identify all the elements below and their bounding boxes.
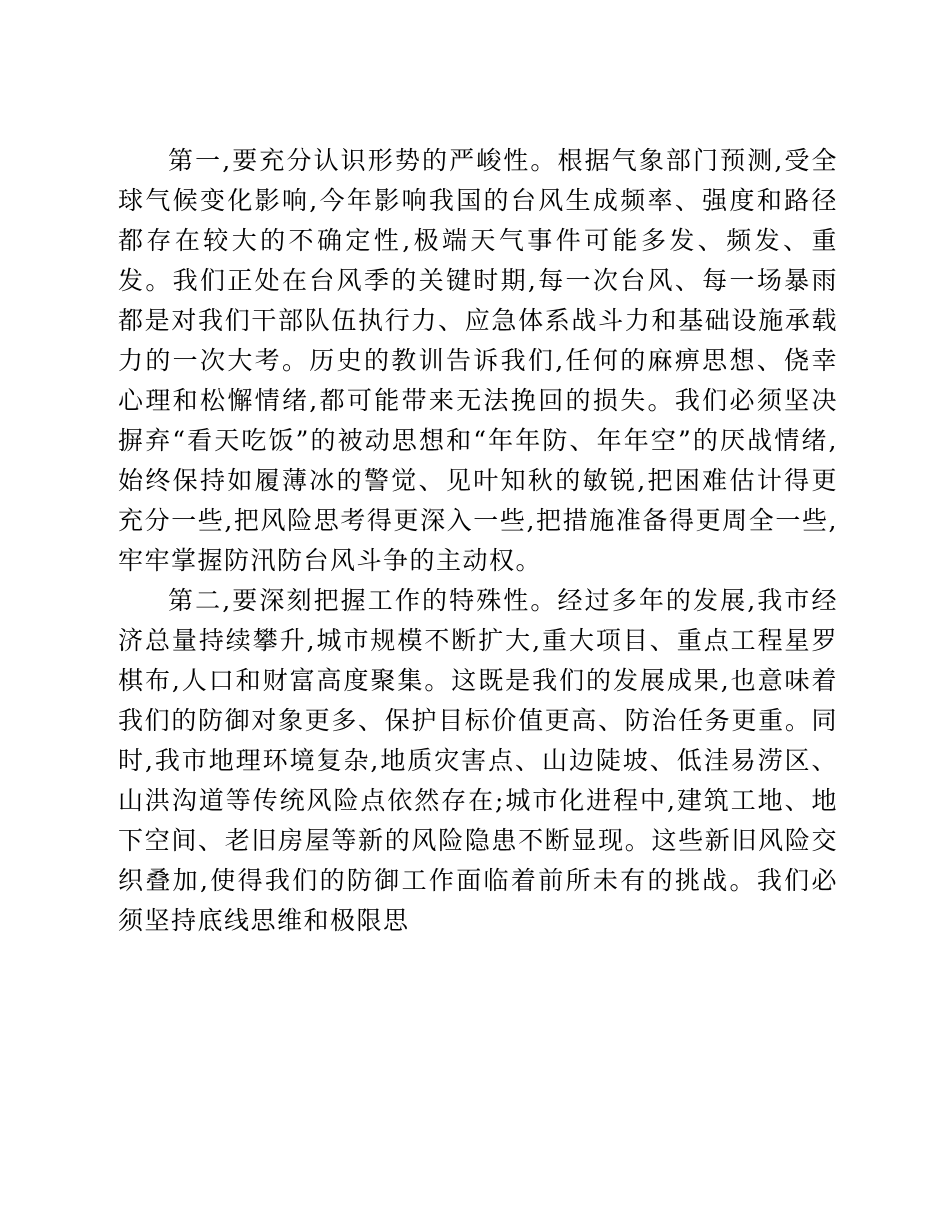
document-body [118,141,838,941]
paragraph-2: 第二,要深刻把握工作的特殊性。经过多年的发展,我市经济总量持续攀升,城市规模不断扩大,重大项目、重点工程星罗棋布,人口和财富高度聚集。这既是我们的发展成果,也意味着我们的防御对象更多、保护目标价值更高、防治任务更重。同时,我市地理环境复杂,地质灾害点、山边陡坡、低洼易涝区、山洪沟道等传统风险点依然存在;城市化进程中,建筑工地、地下空间、老旧房屋等新的风险隐患不断显现。这些新旧风险交织叠加,使得我们的防御工作面临着前所未有的挑战。我们必须坚持底线思维和极限思 [118,586,838,935]
paragraph-1: 第一,要充分认识形势的严峻性。根据气象部门预测,受全球气候变化影响,今年影响我国的台风生成频率、强度和路径都存在较大的不确定性,极端天气事件可能多发、频发、重发。我们正处在台风季的关键时期,每一次台风、每一场暴雨都是对我们干部队伍执行力、应急体系战斗力和基础设施承载力的一次大考。历史的教训告诉我们,任何的麻痹思想、侥幸心理和松懈情绪,都可能带来无法挽回的损失。我们必须坚决摒弃“看天吃饭”的被动思想和“年年防、年年空”的厌战情绪,始终保持如履薄冰的警觉、见叶知秋的敏锐,把困难估计得更充分一些,把风险思考得更深入一些,把措施准备得更周全一些,牢牢掌握防汛防台风斗争的主动权。 [118,146,838,575]
